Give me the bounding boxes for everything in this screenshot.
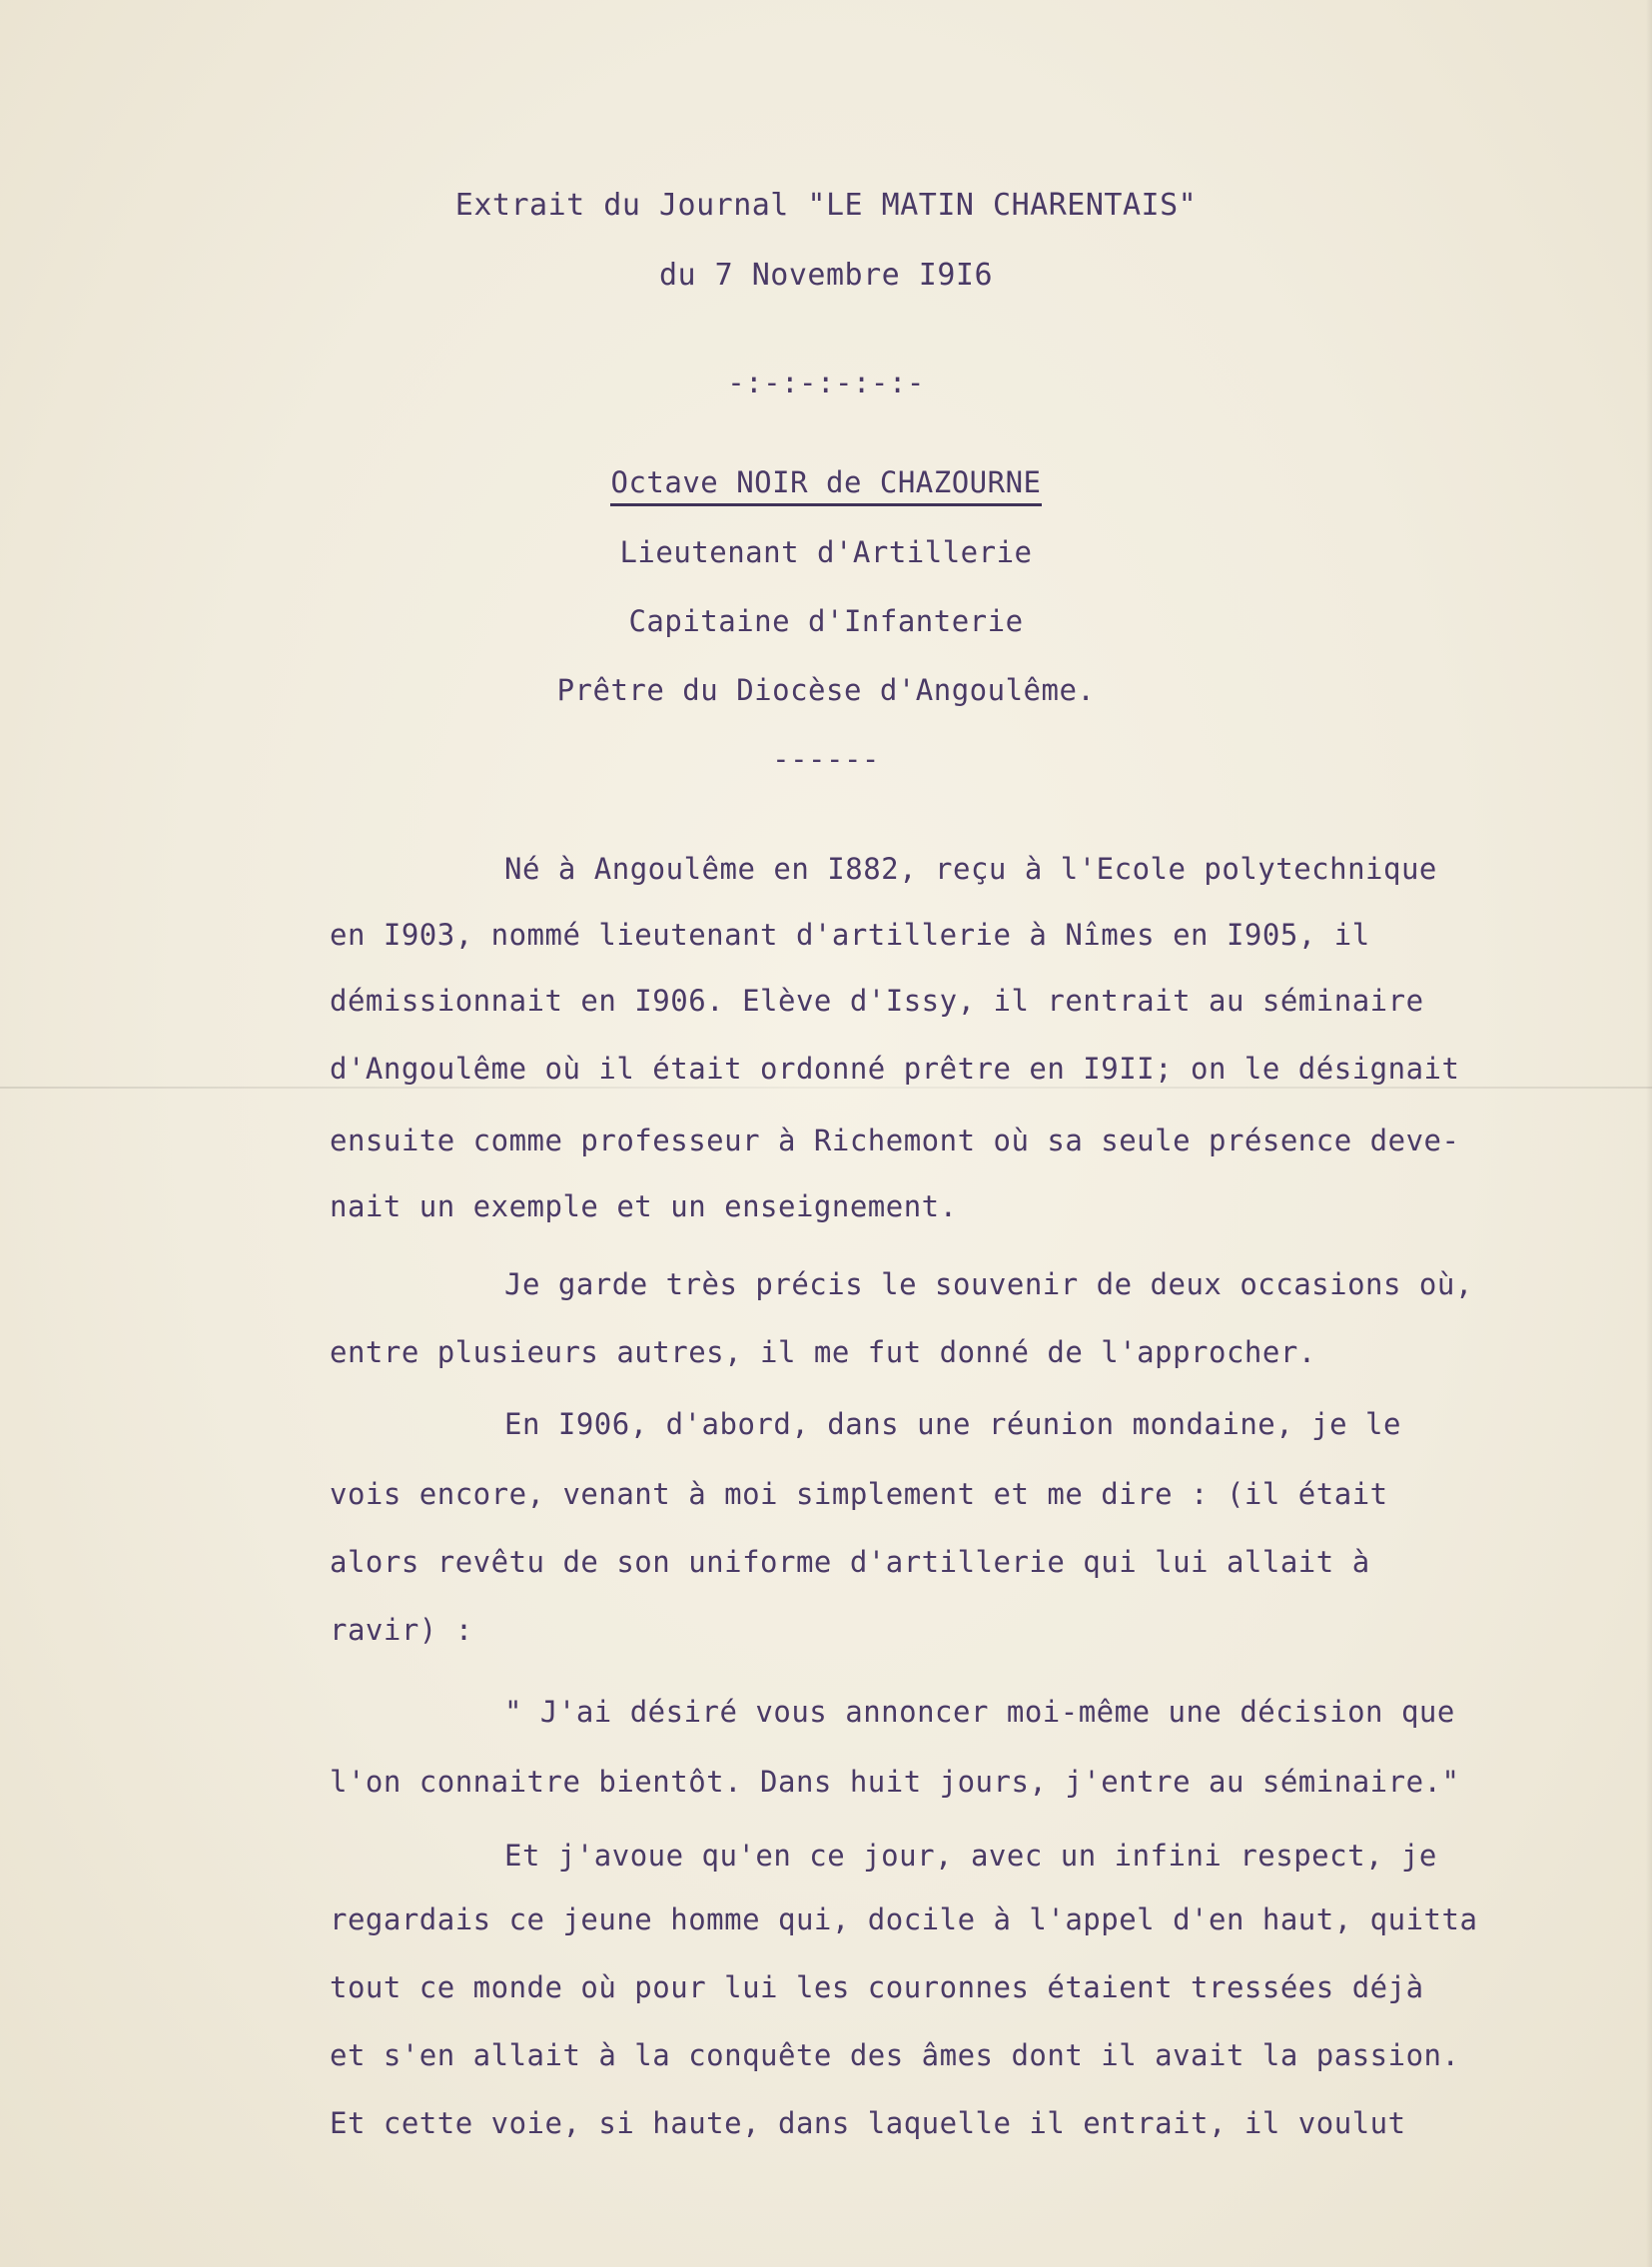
paper-fold-crease — [0, 1087, 1652, 1089]
body-line: et s'en allait à la conquête des âmes dont il avait la passion. — [330, 2038, 1460, 2072]
newspaper-date: du 7 Novembre I9I6 — [658, 258, 994, 293]
body-line: en I903, nommé lieutenant d'artillerie à Nîmes en I905, il — [330, 918, 1370, 952]
body-line: d'Angoulême où il était ordonné prêtre en I9II; on le désignait — [330, 1052, 1460, 1086]
body-line: entre plusieurs autres, il me fut donné de l'approcher. — [330, 1335, 1316, 1369]
body-line: Et j'avoue qu'en ce jour, avec un infini respect, je — [504, 1839, 1437, 1873]
body-line: nait un exemple et un enseignement. — [330, 1189, 958, 1223]
body-line: vois encore, venant à moi simplement et me dire : (il était — [330, 1477, 1388, 1511]
paper-edge-shadow — [1646, 0, 1652, 2267]
body-line: alors revêtu de son uniforme d'artillerie qui lui allait à — [330, 1545, 1370, 1579]
body-line: tout ce monde où pour lui les couronnes étaient tressées déjà — [330, 1970, 1424, 2004]
body-line: ensuite comme professeur à Richemont où sa seule présence deve- — [330, 1124, 1460, 1157]
body-line: Et cette voie, si haute, dans laquelle il entrait, il voulut — [330, 2106, 1406, 2140]
subject-title-1: Lieutenant d'Artillerie — [619, 535, 1033, 569]
newspaper-title: Extrait du Journal "LE MATIN CHARENTAIS" — [454, 188, 1198, 223]
section-separator: ------ — [772, 742, 880, 776]
body-line: démissionnait en I906. Elève d'Issy, il rentrait au séminaire — [330, 984, 1424, 1018]
body-line: l'on connaitre bientôt. Dans huit jours, j'entre au séminaire." — [330, 1765, 1460, 1799]
subject-name-wrap — [0, 464, 1652, 500]
body-line: " J'ai désiré vous annoncer moi-même une décision que — [504, 1695, 1455, 1729]
body-line: ravir) : — [330, 1613, 473, 1647]
body-line: regardais ce jeune homme qui, docile à l'appel d'en haut, quitta — [330, 1902, 1478, 1936]
subject-title-2: Capitaine d'Infanterie — [628, 604, 1024, 638]
subject-name: Octave NOIR de CHAZOURNE — [610, 465, 1041, 506]
body-line: Je garde très précis le souvenir de deux occasions où, — [504, 1267, 1473, 1301]
body-line: Né à Angoulême en I882, reçu à l'Ecole polytechnique — [504, 852, 1437, 886]
body-line: En I906, d'abord, dans une réunion mondaine, je le — [504, 1407, 1401, 1441]
subject-title-3: Prêtre du Diocèse d'Angoulême. — [556, 673, 1096, 707]
ornament-divider: -:-:-:-:-:- — [727, 366, 925, 399]
